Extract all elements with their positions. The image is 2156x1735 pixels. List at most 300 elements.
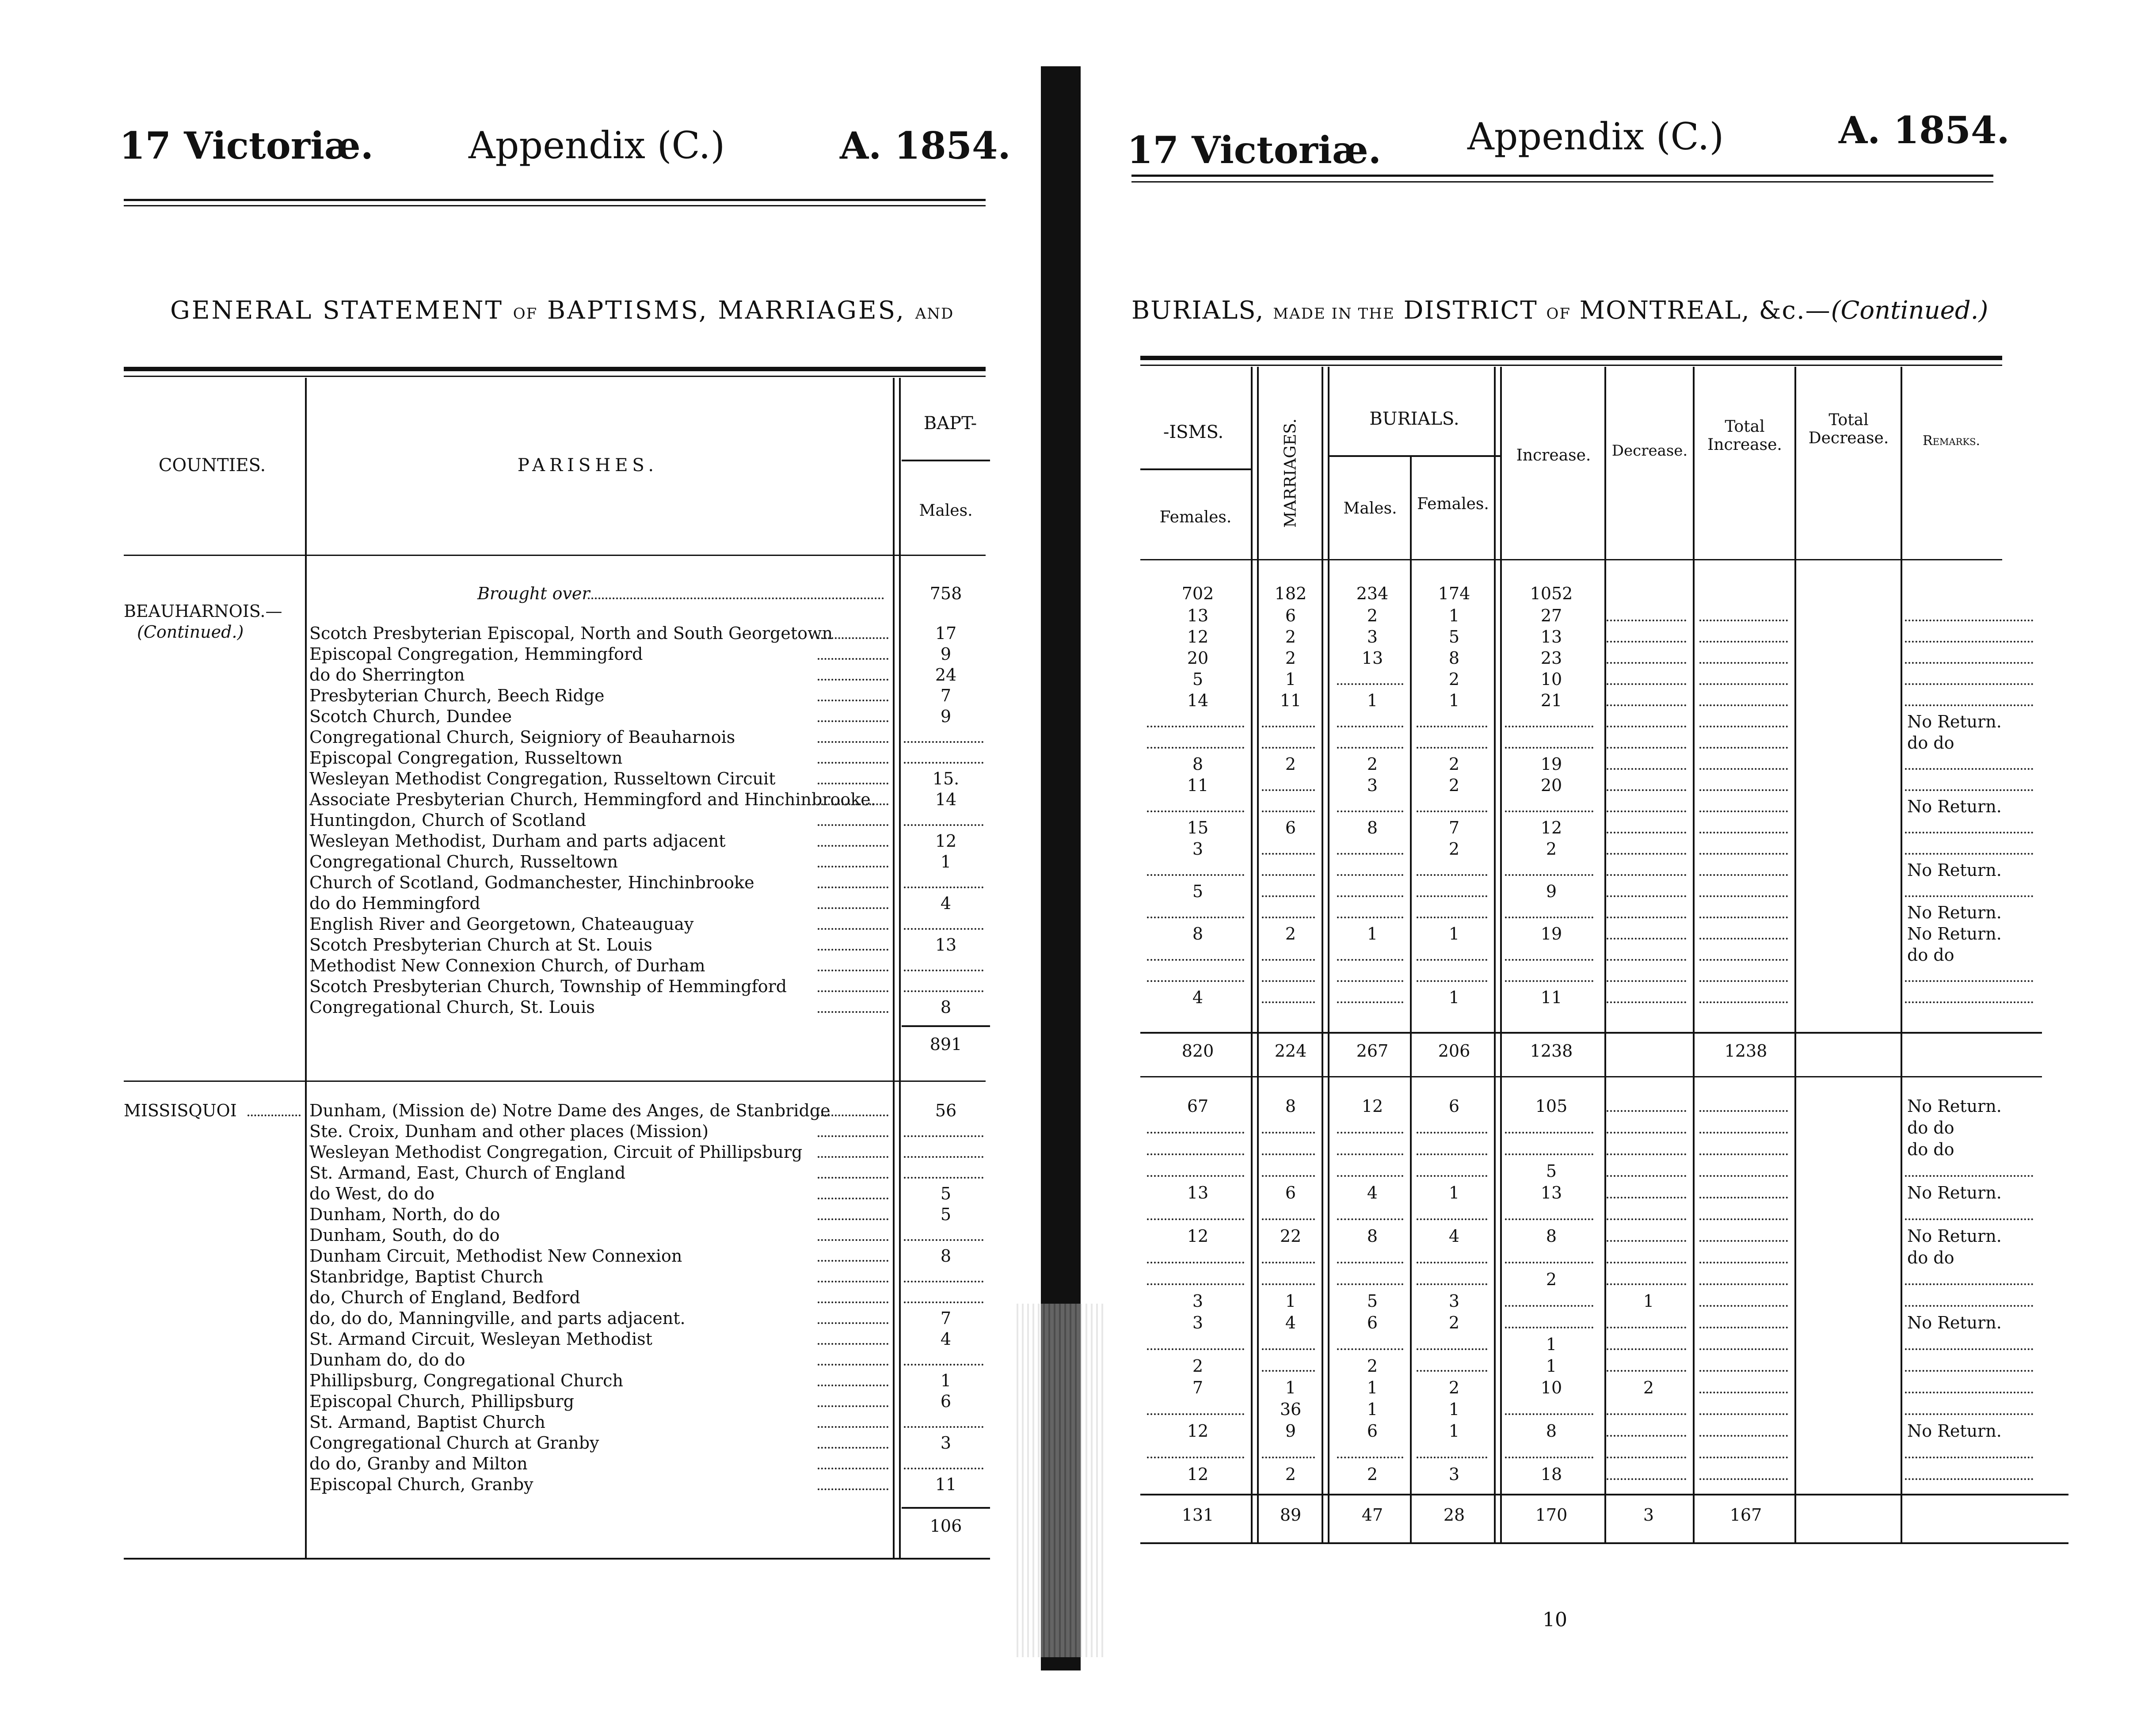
leader-dots [818,1113,888,1116]
baptisms-females-value: 15 [1187,818,1209,837]
leader-dots [818,739,888,743]
table-top-rule [1140,365,2002,366]
parish-name: Dunham Circuit, Methodist New Connexion [309,1246,682,1266]
header-bottom-rule [1140,559,2002,560]
empty-value-dots [904,1300,983,1303]
leader-dots [1607,1282,1686,1285]
county-name: BEAUHARNOIS.— [124,601,282,621]
burials-females-value: 2 [1448,839,1460,859]
leader-dots [818,843,888,847]
leader-dots [1262,1130,1315,1134]
parish-name: Wesleyan Methodist Congregation, Russeltown Circuit [309,769,776,788]
leader-dots [818,802,888,805]
subtotal-rule [1140,1032,2042,1034]
baptisms-females-value: 3 [1192,839,1204,859]
column-header-males: Males. [919,502,973,520]
leader-dots [1699,618,1788,621]
parish-name: Congregational Church at Granby [309,1433,599,1453]
leader-dots [818,1487,888,1490]
parish-name: Congregational Church, St. Louis [309,997,595,1017]
parish-name: Phillipsburg, Congregational Church [309,1371,623,1390]
leader-dots [1147,1152,1244,1155]
header-year: A. 1854. [1839,108,2010,152]
header-divider [902,460,990,461]
burials-females-value: 1 [1448,924,1460,944]
section-rule [124,1081,986,1082]
increase-value: 8 [1546,1226,1557,1246]
header-bottom-rule [124,555,986,556]
column-header-decrease: Decrease. [1611,442,1688,460]
burials-males-value: 267 [1356,1041,1389,1061]
leader-dots [1699,1108,1788,1112]
leader-dots [818,1154,888,1158]
leader-dots [1262,724,1315,727]
leader-dots [818,864,888,868]
parish-name: Wesleyan Methodist, Durham and parts adjacent [309,831,726,851]
header-rule [124,205,986,206]
leader-dots [1699,851,1788,855]
leader-dots [818,1009,888,1013]
page-number: 10 [1543,1609,1567,1631]
leader-dots [1699,1303,1788,1307]
baptisms-males-value: 8 [940,1246,952,1266]
increase-value: 12 [1540,818,1562,837]
leader-dots [1262,745,1315,749]
marriages-value: 11 [1280,691,1302,710]
marriages-value: 1 [1285,670,1296,689]
baptisms-females-value: 14 [1187,691,1209,710]
leader-dots [1262,1347,1315,1350]
increase-value: 1 [1546,1356,1557,1376]
column-divider [1328,367,1329,1542]
marriages-value: 4 [1285,1313,1296,1332]
burials-females-value: 2 [1448,1378,1460,1397]
burials-females-value: 8 [1448,648,1460,668]
header-regnal-year: 17 Victoriæ. [119,124,374,167]
leader-dots [1905,660,2033,664]
burials-females-value: 3 [1448,1465,1460,1484]
parish-name: Dunham, (Mission de) Notre Dame des Anges, de Stanbridge [309,1101,830,1120]
baptisms-males-value: 5 [940,1205,952,1224]
leader-dots [1337,681,1403,685]
leader-dots [1905,618,2033,621]
leader-dots [1147,809,1244,812]
leader-dots [1337,1347,1403,1350]
leader-dots [1607,703,1686,706]
leader-dots [1607,915,1686,918]
column-header-burials: BURIALS. [1369,409,1459,429]
leader-dots [1417,957,1487,961]
leader-dots [1417,1173,1487,1177]
parish-name: Associate Presbyterian Church, Hemmingford and Hinchinbrooke. [309,790,876,809]
parish-name: Ste. Croix, Dunham and other places (Mission) [309,1122,709,1141]
leader-dots [1607,788,1686,791]
leader-dots [1262,915,1315,918]
leader-dots [818,989,888,992]
column-divider [1794,367,1796,1542]
column-divider [1322,367,1323,1542]
remarks-text: No Return. [1907,1313,2002,1332]
table-bottom-rule [1140,1542,2068,1544]
leader-dots [1699,1368,1788,1372]
column-divider [1410,455,1412,1542]
leader-dots [818,1445,888,1449]
leader-dots [1417,809,1487,812]
leader-dots [1147,1173,1244,1177]
burials-females-value: 1 [1448,1421,1460,1441]
leader-dots [1607,894,1686,897]
leader-dots [1505,1152,1593,1155]
leader-dots [1905,1000,2033,1003]
leader-dots [1262,1260,1315,1263]
burials-females-value: 2 [1448,670,1460,689]
burials-females-value: 1 [1448,1183,1460,1202]
leader-dots [1699,1347,1788,1350]
leader-dots [1699,957,1788,961]
burials-males-value: 1 [1367,924,1378,944]
leader-dots [1607,809,1686,812]
leader-dots [1607,1173,1686,1177]
leader-dots [1505,1217,1593,1220]
leader-dots [1905,766,2033,770]
burials-females-value: 1 [1448,691,1460,710]
parish-name: Scotch Presbyterian Episcopal, North and South Georgetown [309,624,833,643]
leader-dots [1505,1303,1593,1307]
leader-dots [1505,978,1593,982]
decrease-value: 1 [1643,1291,1654,1311]
remarks-text: do do [1907,1248,1954,1267]
empty-value-dots [904,1134,983,1137]
increase-value: 8 [1546,1421,1557,1441]
leader-dots [1147,1217,1244,1220]
remarks-text: No Return. [1907,903,2002,922]
leader-dots [1607,639,1686,643]
baptisms-males-value: 4 [940,894,952,913]
baptisms-males-value: 24 [935,665,957,685]
leader-dots [818,1237,888,1241]
leader-dots [1905,1173,2033,1177]
burials-females-value: 28 [1443,1505,1465,1525]
parish-name: St. Armand, East, Church of England [309,1163,626,1183]
header-appendix: Appendix (C.) [1467,115,1724,158]
baptisms-females-value: 13 [1187,1183,1209,1202]
increase-value: 20 [1540,776,1562,795]
brought-over-value: 758 [929,584,962,603]
leader-dots [1905,1217,2033,1220]
table-bottom-rule [124,1558,990,1560]
leader-dots [1417,745,1487,749]
leader-dots [1262,851,1315,855]
leader-dots [1905,1455,2033,1458]
leader-dots [1607,1433,1686,1437]
empty-value-dots [904,989,983,992]
baptisms-males-value: 9 [940,707,952,726]
baptisms-females-value: 13 [1187,606,1209,625]
leader-dots [818,698,888,701]
leader-dots [1699,1260,1788,1263]
leader-dots [1505,1455,1593,1458]
remarks-text: do do [1907,945,1954,965]
leader-dots [1417,1217,1487,1220]
leader-dots [1505,809,1593,812]
increase-value: 105 [1535,1096,1568,1116]
column-header-baptisms-cont: -ISMS. [1163,422,1224,442]
baptisms-males-value: 56 [935,1101,957,1120]
leader-dots [1607,872,1686,876]
remarks-text: do do [1907,733,1954,753]
leader-dots [818,1424,888,1428]
burials-males-value: 234 [1356,584,1389,603]
column-header-burial-males: Males. [1343,499,1397,517]
parish-name: do, do do, Manningville, and parts adjacent. [309,1309,686,1328]
empty-value-dots [904,968,983,971]
marriages-value: 224 [1274,1041,1307,1061]
burials-males-value: 13 [1361,648,1383,668]
leader-dots [1699,681,1788,685]
leader-dots [1337,851,1403,855]
leader-dots [1505,872,1593,876]
header-divider [1328,455,1500,457]
leader-dots [1607,851,1686,855]
marriages-value: 1 [1285,1378,1296,1397]
marriages-value: 6 [1285,1183,1296,1202]
leader-dots [1505,745,1593,749]
leader-dots [1905,788,2033,791]
baptisms-females-value: 2 [1192,1356,1204,1376]
burials-females-value: 206 [1438,1041,1470,1061]
baptisms-females-value: 12 [1187,1421,1209,1441]
empty-value-dots [904,1466,983,1469]
leader-dots [1607,978,1686,982]
marriages-value: 6 [1285,606,1296,625]
parish-name: Episcopal Church, Phillipsburg [309,1392,574,1411]
leader-dots [1505,724,1593,727]
increase-value: 13 [1540,627,1562,647]
baptisms-males-value: 7 [940,686,952,705]
table-top-rule [124,376,986,377]
leader-dots [1337,872,1403,876]
leader-dots [818,1466,888,1469]
leader-dots [1262,1173,1315,1177]
leader-dots [1337,1282,1403,1285]
increase-value: 1052 [1530,584,1573,603]
baptisms-males-value: 13 [935,935,957,955]
baptisms-females-value: 3 [1192,1313,1204,1332]
leader-dots [1607,1325,1686,1328]
leader-dots [818,1279,888,1282]
leader-dots [1262,872,1315,876]
burials-females-value: 1 [1448,1400,1460,1419]
burials-males-value: 3 [1367,627,1378,647]
leader-dots [818,1217,888,1220]
leader-dots [1147,915,1244,918]
leader-dots [818,635,888,639]
table-top-rule [1140,356,2002,360]
burials-females-value: 2 [1448,754,1460,774]
parish-name: English River and Georgetown, Chateauguay [309,914,694,934]
leader-dots [1699,1195,1788,1199]
baptisms-females-value: 11 [1187,776,1209,795]
parish-name: do do, Granby and Milton [309,1454,528,1473]
leader-dots [818,1383,888,1386]
baptisms-females-value: 12 [1187,1465,1209,1484]
leader-dots [1262,1282,1315,1285]
baptisms-males-value: 15. [932,769,960,788]
parish-name: Wesleyan Methodist Congregation, Circuit of Phillipsburg [309,1142,803,1162]
parish-name: Episcopal Church, Granby [309,1475,533,1494]
leader-dots [1699,1238,1788,1242]
leader-dots [1607,1476,1686,1480]
leader-dots [1147,1412,1244,1415]
leader-dots [1699,1476,1788,1480]
burials-males-value: 8 [1367,1226,1378,1246]
leader-dots [1699,1390,1788,1393]
baptisms-males-value: 14 [935,790,957,809]
leader-dots [1337,1173,1403,1177]
parish-name: Dunham, North, do do [309,1205,500,1224]
leader-dots [1262,894,1315,897]
empty-value-dots [904,739,983,743]
leader-dots [1262,978,1315,982]
column-header-total-decrease: Total Decrease. [1808,411,1889,447]
marriages-value: 22 [1280,1226,1302,1246]
marriages-value: 9 [1285,1421,1296,1441]
leader-dots [1147,1282,1244,1285]
leader-dots [1607,681,1686,685]
leader-dots [1699,1455,1788,1458]
leader-dots [818,1258,888,1262]
leader-dots [1699,766,1788,770]
leader-dots [1262,809,1315,812]
burials-males-value: 47 [1361,1505,1383,1525]
leader-dots [1699,1412,1788,1415]
marriages-value: 2 [1285,648,1296,668]
leader-dots [1607,1368,1686,1372]
leader-dots [1417,894,1487,897]
leader-dots [1337,957,1403,961]
increase-value: 19 [1540,754,1562,774]
baptisms-females-value: 20 [1187,648,1209,668]
baptisms-males-value: 5 [940,1184,952,1203]
parish-name: Episcopal Congregation, Russeltown [309,748,623,768]
left-page [0,0,1034,1735]
leader-dots [1417,978,1487,982]
column-header-counties: COUNTIES. [158,455,266,476]
leader-dots [1699,915,1788,918]
parish-name: St. Armand Circuit, Wesleyan Methodist [309,1329,652,1349]
burials-females-value: 4 [1448,1226,1460,1246]
baptisms-males-value: 6 [940,1392,952,1411]
column-divider [1494,367,1496,1542]
remarks-text: No Return. [1907,1183,2002,1202]
leader-dots [1337,809,1403,812]
baptisms-males-value: 12 [935,831,957,851]
leader-dots [1699,1000,1788,1003]
parish-name: Scotch Presbyterian Church at St. Louis [309,935,652,955]
leader-dots [1905,1476,2033,1480]
parish-name: Episcopal Congregation, Hemmingford [309,644,643,664]
leader-dots [1417,724,1487,727]
decrease-value: 3 [1643,1505,1654,1525]
leader-dots [1337,1217,1403,1220]
remarks-text: do do [1907,1118,1954,1138]
leader-dots [1607,1195,1686,1199]
leader-dots [818,968,888,971]
remarks-text: No Return. [1907,924,2002,944]
column-header-total-increase: Total Increase. [1707,418,1782,454]
leader-dots [1337,894,1403,897]
header-rule [1131,181,1993,183]
leader-dots [1905,1368,2033,1372]
leader-dots [1147,978,1244,982]
subtotal-missisquoi: 106 [929,1516,962,1536]
column-divider [1251,367,1253,1542]
column-header-baptisms: BAPT- [923,413,977,434]
marriages-value: 1 [1285,1291,1296,1311]
leader-dots [1337,1260,1403,1263]
increase-value: 2 [1546,1270,1557,1289]
leader-dots [818,947,888,951]
leader-dots [1905,978,2033,982]
leader-dots [1699,1282,1788,1285]
parish-name: St. Armand, Baptist Church [309,1412,545,1432]
baptisms-males-value: 3 [940,1433,952,1453]
county-name: MISSISQUOI [124,1101,237,1120]
leader-dots [1417,1455,1487,1458]
leader-dots [1147,957,1244,961]
empty-value-dots [904,822,983,826]
baptisms-females-value: 131 [1181,1505,1214,1525]
burials-males-value: 1 [1367,1400,1378,1419]
subtotal-rule [902,1025,990,1027]
increase-value: 1238 [1530,1041,1573,1061]
empty-value-dots [904,1237,983,1241]
leader-dots [1699,1217,1788,1220]
leader-dots [1699,1173,1788,1177]
leader-dots [1505,1412,1593,1415]
parish-name: Presbyterian Church, Beech Ridge [309,686,605,705]
burials-females-value: 1 [1448,988,1460,1007]
leader-dots [1505,1130,1593,1134]
leader-dots [1905,851,2033,855]
leader-dots [1262,1000,1315,1003]
leader-dots [1337,915,1403,918]
leader-dots [1699,936,1788,940]
remarks-text: No Return. [1907,860,2002,880]
header-year: A. 1854. [840,124,1011,167]
parish-name: Scotch Presbyterian Church, Township of Hemmingford [309,977,787,996]
total-increase-value: 1238 [1724,1041,1767,1061]
burials-males-value: 3 [1367,776,1378,795]
column-divider [1693,367,1695,1542]
leader-dots [1417,1130,1487,1134]
section-rule [1140,1076,2042,1077]
leader-dots [1262,1217,1315,1220]
leader-dots [1699,724,1788,727]
leader-dots [1699,1433,1788,1437]
parish-name: do, Church of England, Bedford [309,1288,580,1307]
leader-dots [1699,1325,1788,1328]
remarks-text: No Return. [1907,712,2002,731]
remarks-text: No Return. [1907,797,2002,816]
baptisms-males-value: 4 [940,1329,952,1349]
burials-males-value: 2 [1367,606,1378,625]
column-divider [1500,367,1502,1542]
leader-dots [1147,872,1244,876]
leader-dots [818,1300,888,1303]
leader-dots [1505,1260,1593,1263]
leader-dots [1607,660,1686,664]
